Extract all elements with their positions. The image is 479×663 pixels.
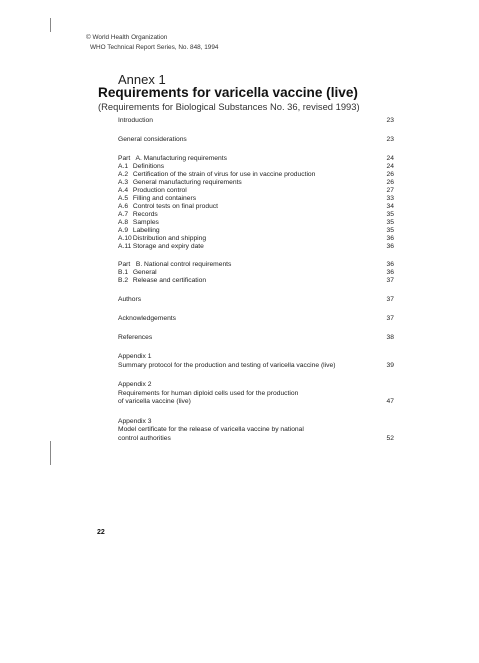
toc-entry-b1[interactable] (118, 269, 394, 277)
toc-entry-number: A.1 (118, 163, 129, 170)
toc-entry-label: Authors (118, 296, 142, 303)
toc-entry-number: A.7 (118, 211, 129, 218)
toc-entry-page: 35 (386, 227, 394, 234)
toc-entry-label: Distribution and shipping (132, 235, 207, 242)
toc-entry-a11[interactable] (118, 243, 394, 251)
toc-entry-label: Storage and expiry date (132, 243, 204, 250)
toc-entry-general-considerations[interactable] (118, 136, 394, 144)
appendix-title: Summary protocol for the production and testing of varicella vaccine (live) (118, 361, 336, 369)
toc-entry-page: 35 (386, 211, 394, 218)
toc-entry-label: General considerations (118, 136, 187, 143)
toc-entry-page: 33 (386, 195, 394, 202)
toc-entry-a1[interactable] (118, 163, 394, 171)
table-of-contents (118, 117, 394, 443)
toc-entry-page: 27 (386, 187, 394, 194)
toc-entry-a10[interactable] (118, 235, 394, 243)
toc-entry-label: General (132, 269, 157, 276)
toc-entry-number: A.11 (118, 243, 132, 250)
toc-entry-a7[interactable] (118, 211, 394, 219)
toc-entry-label: Production control (132, 187, 187, 194)
toc-entry-label: Control tests on final product (132, 203, 218, 210)
appendix-title: Model certificate for the release of varicella vaccine by national (118, 426, 304, 433)
copyright-line: © World Health Organization (86, 34, 168, 41)
toc-entry-page: 36 (386, 269, 394, 276)
toc-entry-authors[interactable] (118, 296, 394, 304)
toc-entry-number: A.2 (118, 171, 129, 178)
toc-part-b-heading[interactable] (118, 261, 394, 269)
toc-entry-a9[interactable] (118, 227, 394, 235)
toc-entry-page: 23 (386, 136, 394, 143)
toc-entry-b2[interactable] (118, 277, 394, 285)
annex-label: Annex 1 (118, 72, 166, 87)
toc-entry-page: 23 (386, 117, 394, 124)
toc-appendix-3[interactable] (118, 418, 394, 444)
toc-entry-label: References (118, 334, 153, 341)
toc-entry-page: 47 (386, 398, 394, 405)
toc-entry-number: Part (118, 261, 131, 268)
toc-appendix-2[interactable] (118, 381, 394, 407)
toc-entry-label: Filling and containers (132, 195, 197, 202)
toc-entry-label: Definitions (132, 163, 165, 170)
toc-appendix-1[interactable] (118, 353, 394, 370)
toc-entry-number: A.8 (118, 219, 129, 226)
appendix-title-continued: control authorities (118, 434, 171, 442)
document-subtitle: (Requirements for Biological Substances No. 36, revised 1993) (98, 101, 360, 112)
toc-entry-label: Acknowledgements (118, 315, 176, 322)
toc-entry-page: 37 (386, 277, 394, 284)
toc-entry-label: Certification of the strain of virus for use in vaccine production (132, 171, 316, 178)
report-series-line: WHO Technical Report Series, No. 848, 1994 (90, 43, 219, 51)
toc-entry-number: B.2 (118, 277, 129, 284)
toc-entry-label: B. National control requirements (135, 261, 232, 268)
appendix-title: Requirements for human diploid cells used for the production (118, 389, 299, 397)
appendix-name: Appendix 2 (118, 381, 152, 388)
toc-entry-page: 39 (386, 361, 394, 369)
toc-entry-label: Introduction (118, 117, 153, 124)
toc-entry-label: A. Manufacturing requirements (135, 155, 227, 162)
toc-entry-number: A.10 (118, 235, 132, 242)
appendix-title-line (118, 398, 394, 407)
toc-entry-page: 24 (386, 163, 394, 170)
appendix-title-line (118, 362, 394, 371)
toc-entry-page: 36 (386, 243, 394, 250)
toc-entry-a5[interactable] (118, 195, 394, 203)
toc-entry-introduction[interactable] (118, 117, 394, 125)
toc-entry-page: 36 (386, 235, 394, 242)
toc-entry-page: 37 (386, 296, 394, 303)
toc-entry-page: 35 (386, 219, 394, 226)
toc-entry-label: Release and certification (132, 277, 207, 284)
toc-part-a-heading[interactable] (118, 155, 394, 163)
toc-entry-page: 38 (386, 334, 394, 341)
toc-entry-references[interactable] (118, 334, 394, 342)
toc-entry-a4[interactable] (118, 187, 394, 195)
margin-mark-bottom (50, 441, 51, 465)
toc-entry-number: Part (118, 155, 131, 162)
toc-entry-page: 26 (386, 179, 394, 186)
toc-entry-number: A.9 (118, 227, 129, 234)
toc-entry-a8[interactable] (118, 219, 394, 227)
toc-entry-page: 52 (386, 434, 394, 442)
toc-entry-acknowledgements[interactable] (118, 315, 394, 323)
toc-entry-page: 36 (386, 261, 394, 268)
document-title: Requirements for varicella vaccine (live) (98, 85, 358, 100)
toc-entry-number: A.3 (118, 179, 129, 186)
copyright-notice (86, 33, 218, 52)
toc-entry-label: Records (132, 211, 158, 218)
toc-entry-number: A.6 (118, 203, 129, 210)
toc-entry-number: A.5 (118, 195, 129, 202)
toc-entry-label: General manufacturing requirements (132, 179, 242, 186)
appendix-name: Appendix 3 (118, 417, 152, 425)
page-number: 22 (97, 529, 105, 536)
appendix-title-line (118, 435, 394, 444)
toc-entry-number: A.4 (118, 187, 129, 194)
toc-entry-page: 37 (386, 315, 394, 322)
appendix-title-continued: of varicella vaccine (live) (118, 398, 191, 405)
toc-entry-a3[interactable] (118, 179, 394, 187)
appendix-name: Appendix 1 (118, 353, 152, 360)
toc-entry-a6[interactable] (118, 203, 394, 211)
toc-entry-page: 34 (386, 203, 394, 210)
margin-mark-top (50, 18, 51, 32)
toc-entry-number: B.1 (118, 269, 129, 276)
toc-entry-label: Samples (132, 219, 159, 226)
toc-entry-page: 26 (386, 171, 394, 178)
toc-entry-label: Labelling (132, 227, 160, 234)
toc-entry-a2[interactable] (118, 171, 394, 179)
toc-entry-page: 24 (386, 155, 394, 162)
